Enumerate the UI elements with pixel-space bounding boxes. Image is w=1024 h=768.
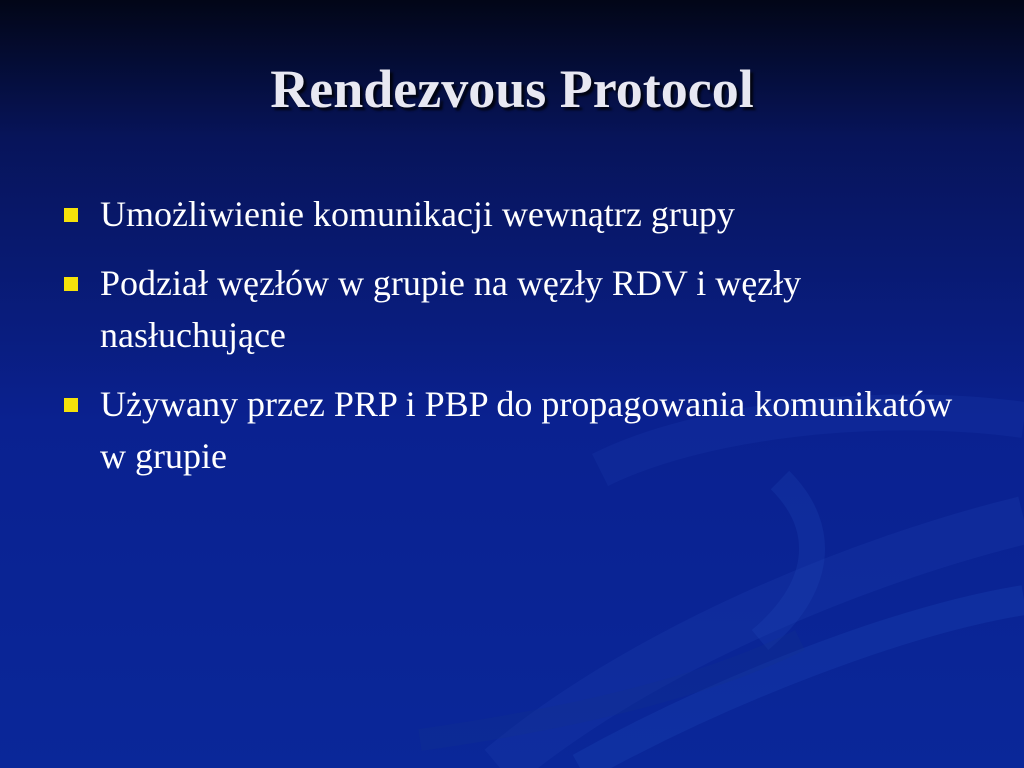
bullet-item [62,378,982,482]
bullet-text: Podział węzłów w grupie na węzły RDV i węzły nasłuchujące [100,263,802,355]
bullet-text: Umożliwienie komunikacji wewnątrz grupy [100,194,735,234]
bullet-text: Używany przez PRP i PBP do propagowania komunikatów w grupie [100,384,953,476]
square-bullet-icon [64,277,78,291]
bullet-item [62,188,982,240]
square-bullet-icon [64,398,78,412]
bullet-item [62,257,982,361]
slide-title: Rendezvous Protocol [270,59,754,119]
bullet-list [62,188,982,499]
square-bullet-icon [64,208,78,222]
